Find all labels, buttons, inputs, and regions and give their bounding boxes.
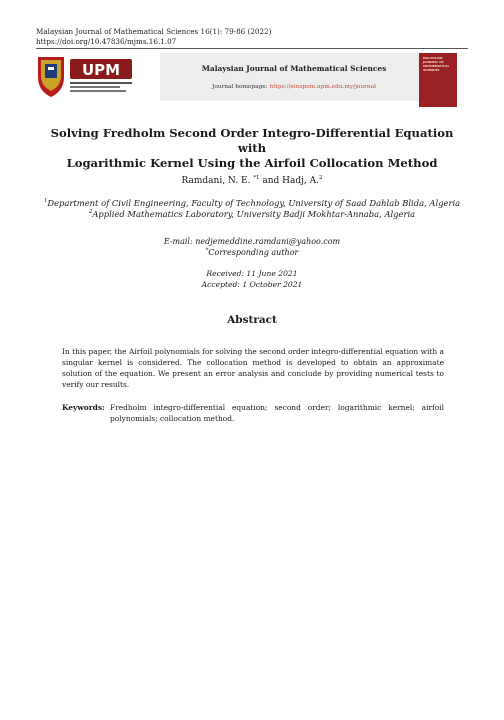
author-2-mark: 2	[318, 175, 323, 181]
contact-block	[36, 236, 468, 258]
received-date: Received: 11 June 2021	[206, 269, 298, 278]
journal-cover-thumbnail	[419, 53, 457, 107]
author-1-mark: *1	[253, 175, 260, 181]
author-email[interactable]: E-mail: nedjemeddine.ramdani@yahoo.com	[163, 237, 341, 246]
homepage-link[interactable]: https://einspem.upm.edu.my/journal	[269, 84, 376, 90]
author-2: and Hadj, A.	[259, 176, 319, 186]
paper-title	[36, 126, 468, 171]
journal-homepage	[160, 84, 428, 90]
affiliation-2	[36, 209, 468, 220]
dates-block	[36, 268, 468, 290]
homepage-label: Journal homepage:	[212, 84, 270, 90]
affiliation-1-mark: 1	[43, 198, 48, 205]
abstract-heading: Abstract	[227, 314, 277, 326]
keywords-label: Keywords:	[62, 403, 105, 412]
affiliation-2-mark: 2	[88, 209, 93, 216]
affiliation-1	[36, 198, 468, 209]
affiliation-2-text: Applied Mathematics Laboratory, University Badji Mokhtar-Annaba, Algeria	[92, 209, 416, 219]
corresponding-text: Corresponding author	[208, 248, 299, 257]
affiliation-1-text: Department of Civil Engineering, Faculty of Technology, University of Saad Dahlab Blida, Algeria	[47, 198, 461, 208]
cover-title: MALAYSIAN JOURNAL OF MATHEMATICAL SCIENCES	[423, 56, 450, 72]
upm-logo-text: UPM	[81, 61, 121, 79]
corresponding-mark: *	[205, 247, 209, 254]
title-line-2: Logarithmic Kernel Using the Airfoil Collocation Method	[66, 156, 438, 170]
upm-logo	[36, 55, 144, 99]
author-list	[36, 176, 468, 186]
journal-name: Malaysian Journal of Mathematical Sciences	[201, 64, 387, 73]
doi-link[interactable]: https://doi.org/10.47836/mjms.16.1.07	[36, 37, 177, 46]
corresponding-note	[36, 247, 468, 258]
title-line-1: Solving Fredholm Second Order Integro-Differential Equation with	[50, 126, 454, 155]
keywords-text: Fredholm integro-differential equation; second order; logarithmic kernel; airfoil polynomials; collocation method.	[110, 403, 444, 423]
citation-block	[36, 27, 271, 47]
accepted-date: Accepted: 1 October 2021	[201, 280, 303, 289]
journal-citation: Malaysian Journal of Mathematical Sciences 16(1): 79-86 (2022)	[36, 27, 272, 36]
journal-header	[36, 48, 468, 107]
author-1: Ramdani, N. E.	[181, 176, 254, 186]
abstract-text: In this paper, the Airfoil polynomials for solving the second order integro-differential equation with a singular kernel is considered. The collocation method is developed to obtain an approximate solution of the equation. We present an error analysis and conclude by providing numerical tests to verify our results.	[62, 347, 444, 389]
journal-info-panel	[160, 53, 428, 101]
